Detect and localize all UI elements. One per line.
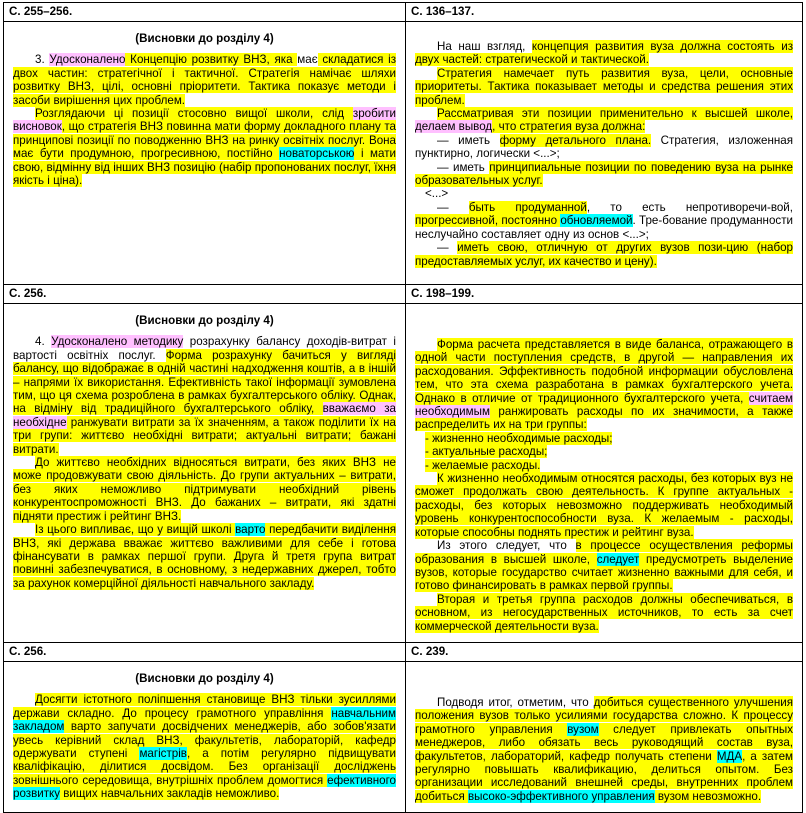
right-text bbox=[415, 696, 793, 803]
text-segment: Подводя итог, отметим, что bbox=[437, 696, 594, 709]
text-paragraph bbox=[415, 134, 793, 161]
highlighted-text: передбачити виділення ВНЗ, які держава вважає життєво важливими для себе і готова фінансувати в рамках першої групи. Друга й третя група витрат повинні забезпечуватися, в основному, з недержавних джерел, тобто за рахунок комерційної діяльності навчального закладу. bbox=[13, 523, 396, 590]
conclusion-label: (Висновки до розділу 4) bbox=[135, 314, 274, 327]
right-page-header: С. 239. bbox=[406, 643, 802, 662]
left-page-header: С. 255–256. bbox=[4, 3, 405, 22]
text-paragraph bbox=[415, 40, 793, 67]
text-segment: — иметь bbox=[437, 133, 500, 147]
text-segment: 4. bbox=[35, 335, 52, 349]
text-paragraph bbox=[415, 445, 793, 458]
comparison-row bbox=[4, 643, 803, 813]
highlighted-text: , а затем регулярно повышать квалификацию, делиться опытом. Без организации исследований внешней среды, внутренних проблем добиться bbox=[415, 749, 794, 803]
text-segment: . Тре-бование продуманности неслучайно составляет одну из основ <...>; bbox=[415, 214, 793, 241]
text-segment: 3. bbox=[35, 53, 50, 67]
highlighted-text: МДА bbox=[716, 749, 743, 763]
conclusion-label: (Висновки до розділу 4) bbox=[135, 32, 274, 45]
highlighted-text: ефективного розвитку bbox=[13, 773, 396, 801]
text-paragraph bbox=[13, 523, 396, 590]
highlighted-text: ранжувати витрати за їх значенням, а також поділити їх на три групи: життєво необхідні витрати; актуальні витрати; бажані витрати. bbox=[13, 415, 396, 456]
left-cell bbox=[4, 3, 406, 285]
highlighted-text: в процессе осуществления реформы образования в высшей школе, bbox=[415, 539, 793, 566]
left-text bbox=[13, 53, 396, 187]
highlighted-text: Із цього випливає, що у вищій школі bbox=[35, 523, 236, 537]
highlighted-text: вузом невозможно. bbox=[654, 789, 762, 803]
right-cell bbox=[406, 643, 803, 813]
highlighted-text: ранжировать расходы по их значимости, а также распределить их на три группы: bbox=[415, 405, 793, 432]
text-paragraph bbox=[13, 693, 396, 800]
left-page-header: С. 256. bbox=[4, 285, 405, 304]
highlighted-text: вузом bbox=[567, 722, 599, 736]
left-cell bbox=[4, 643, 406, 813]
highlighted-text: Досягти істотного поліпшення становище ВНЗ тільки зусиллями держави складно. До процесу грамотного управління bbox=[13, 693, 396, 720]
right-cell bbox=[406, 3, 803, 285]
right-page-header: С. 136–137. bbox=[406, 3, 802, 22]
text-paragraph bbox=[415, 201, 793, 241]
left-cell bbox=[4, 285, 406, 643]
comparison-row bbox=[4, 3, 803, 285]
highlighted-text: считаем необходимым bbox=[415, 391, 793, 419]
highlighted-text: зробити висновок bbox=[13, 107, 396, 134]
highlighted-text: магістрів bbox=[139, 747, 187, 761]
right-text bbox=[415, 40, 793, 268]
text-segment: — bbox=[437, 241, 458, 255]
highlighted-text: быть продуманной bbox=[468, 200, 587, 214]
highlighted-text: , що стратегія ВНЗ повинна мати форму докладного плану та принципові позиції по поводженню ВНЗ на ринку освітніх послуг. Вона має бути продумною, прогресивною, постійно bbox=[13, 120, 396, 161]
highlighted-text: - жизненно необходимые расходы; bbox=[425, 431, 613, 445]
text-paragraph bbox=[13, 107, 396, 187]
highlighted-text: добиться существенного улучшения положения вузов только усилиями государства сложно. К процессу грамотного управления bbox=[415, 696, 793, 736]
right-text bbox=[415, 338, 793, 633]
highlighted-text: вважаємо за необхідне bbox=[13, 402, 396, 429]
highlighted-text: вищих навчальних закладів неможливо. bbox=[60, 787, 280, 801]
highlighted-text: і мати свою, відмінну від інших ВНЗ позицію (набір пропонованих послуг, їхня якість і ціна). bbox=[13, 147, 396, 188]
highlighted-text: делаем вывод bbox=[415, 120, 493, 134]
highlighted-text: варто запучати досвідчених менеджерів, або зобов'язати увесь керівний склад ВНЗ, факультетів, лабораторій, кафедр одержувати ступені bbox=[13, 720, 396, 761]
highlighted-text: К жизненно необходимым относятся расходы, без которых вуз не сможет продолжать свою деятельность. К группе актуальных - расходы, без которых невозможно поддерживать необходимый уровень конкурентоспособности вуза. К желаемым - расходы, которые способны поднять престиж и рейтинг вуза. bbox=[415, 472, 793, 539]
highlighted-text: Удосконалено bbox=[49, 53, 126, 67]
highlighted-text: Удосконалено методику bbox=[51, 335, 184, 349]
highlighted-text: принципиальные позиции по поведению вуза на рынке образовательных услуг. bbox=[415, 160, 793, 188]
highlighted-text: Концепцію розвитку ВНЗ, яка bbox=[125, 53, 298, 67]
highlighted-text: новаторською bbox=[279, 147, 355, 161]
text-paragraph bbox=[13, 53, 396, 107]
highlighted-text: прогрессивной, постоянно bbox=[415, 214, 561, 228]
highlighted-text: , а потім регулярно підвищувати кваліфікацію, ділитися досвідом. Без організації досліджень зовнішнього середовища, внутрішніх проблем домогтися bbox=[13, 747, 396, 787]
text-segment: На наш взгляд, bbox=[437, 40, 532, 53]
highlighted-text: варто bbox=[235, 523, 266, 537]
conclusion-label: (Висновки до розділу 4) bbox=[135, 672, 274, 685]
highlighted-text: , что стратегия вуза должна: bbox=[492, 120, 646, 134]
highlighted-text: Форма расчета представляется в виде баланса, отражающего в одной части поступления средств, в другой — направления их расходования. Эффективность подобной информации обусловлена тем, что эта схема разработана в рамках бухгалтерского учета. Однако в отличие от традиционного бухгалтерского учета, bbox=[415, 338, 793, 405]
right-page-header: С. 198–199. bbox=[406, 285, 802, 304]
text-paragraph bbox=[415, 241, 793, 268]
highlighted-text: Вторая и третья группа расходов должны обеспечиваться, в основном, из негосударственных источников, то есть за счет коммерческой деятельности вуза. bbox=[415, 592, 793, 633]
highlighted-text: До життєво необхідних відносяться витрати, без яких ВНЗ не може продовжувати свою діяльність. До групи актуальних – витрати, без яких неможливо підтримувати необхідний рівень конкурентоспроможності ВНЗ. До бажаних – витрати, які здатні підняти престиж і рейтинг ВНЗ. bbox=[13, 456, 396, 523]
text-paragraph bbox=[415, 459, 793, 472]
highlighted-text: обновляемой bbox=[560, 214, 633, 228]
highlighted-text: высоко-эффективного управления bbox=[467, 789, 655, 803]
text-segment: Из этого следует, что bbox=[437, 539, 576, 553]
highlighted-text: концепция развития вуза должна состоять из двух частей: стратегической и тактической. bbox=[415, 40, 794, 67]
text-paragraph bbox=[415, 593, 793, 633]
highlighted-text: навчальним закладом bbox=[13, 706, 396, 734]
text-segment: розрахунку балансу доходів-витрат і вартості освітніх послуг. bbox=[13, 335, 396, 362]
text-paragraph bbox=[415, 472, 793, 539]
text-paragraph bbox=[415, 338, 793, 432]
text-paragraph bbox=[415, 539, 793, 593]
highlighted-text: Рассматривая эти позиции применительно к высшей школе, bbox=[437, 107, 793, 121]
text-paragraph bbox=[415, 107, 793, 134]
highlighted-text: следует привлекать опытных менеджеров, либо обязать весь руководящий состав вуза, факультетов, лабораторий, кафедр получать степени bbox=[415, 722, 793, 763]
highlighted-text: следует bbox=[596, 552, 640, 566]
highlighted-text: складатися із двох частин: стратегічної і тактичної. Стратегія намічає шляхи розвитку ВНЗ, цілі, основні пріоритети. Тактика показує методи і засоби вирішення цих проблем. bbox=[13, 53, 397, 107]
text-segment: — иметь bbox=[437, 160, 490, 174]
comparison-table bbox=[3, 2, 803, 813]
right-cell bbox=[406, 285, 803, 643]
highlighted-text: иметь свою, отличную от других вузов пози-цию (набор предоставляемых услуг, их качество и цену). bbox=[415, 241, 793, 268]
left-text bbox=[13, 335, 396, 590]
text-paragraph bbox=[415, 67, 793, 107]
text-segment: Стратегия, изложенная пунктирно, логически <...>; bbox=[415, 133, 793, 161]
comparison-row bbox=[4, 285, 803, 643]
text-segment: — bbox=[437, 200, 469, 214]
text-segment: <...> bbox=[425, 187, 449, 201]
text-paragraph bbox=[13, 456, 396, 523]
text-paragraph bbox=[415, 432, 793, 445]
highlighted-text: - желаемые расходы. bbox=[425, 458, 541, 472]
left-text bbox=[13, 693, 396, 800]
text-paragraph bbox=[415, 161, 793, 188]
text-paragraph bbox=[415, 187, 793, 200]
highlighted-text: форму детального плана. bbox=[499, 133, 652, 147]
text-paragraph bbox=[415, 696, 793, 803]
text-paragraph bbox=[13, 335, 396, 456]
text-segment: має bbox=[297, 53, 318, 67]
highlighted-text: Розглядаючи ці позиції стосовно вищої школи, слід bbox=[35, 107, 353, 121]
text-segment: , то есть непротиворечи-вой, bbox=[586, 200, 793, 214]
left-page-header: С. 256. bbox=[4, 643, 405, 662]
highlighted-text: Форма розрахунку бачиться у вигляді балансу, що відображає в одній частині надходження коштів, а в іншій – напрями їх використання. Ефективність такої інформації зумовлена тим, що ця схема розроблена в рамках бухгалтерського обліку. Однак, на відміну від традиційного бухгалтерського обліку, bbox=[13, 348, 396, 416]
highlighted-text: - актуальные расходы; bbox=[425, 445, 548, 459]
highlighted-text: предусмотреть выделение вузов, которые государство считает жизненно важными для себя, и готово финансировать в рамках первой группы. bbox=[415, 552, 793, 593]
highlighted-text: Стратегия намечает путь развития вуза, цели, основные приоритеты. Тактика показывает методы и средства решения этих проблем. bbox=[415, 66, 793, 107]
